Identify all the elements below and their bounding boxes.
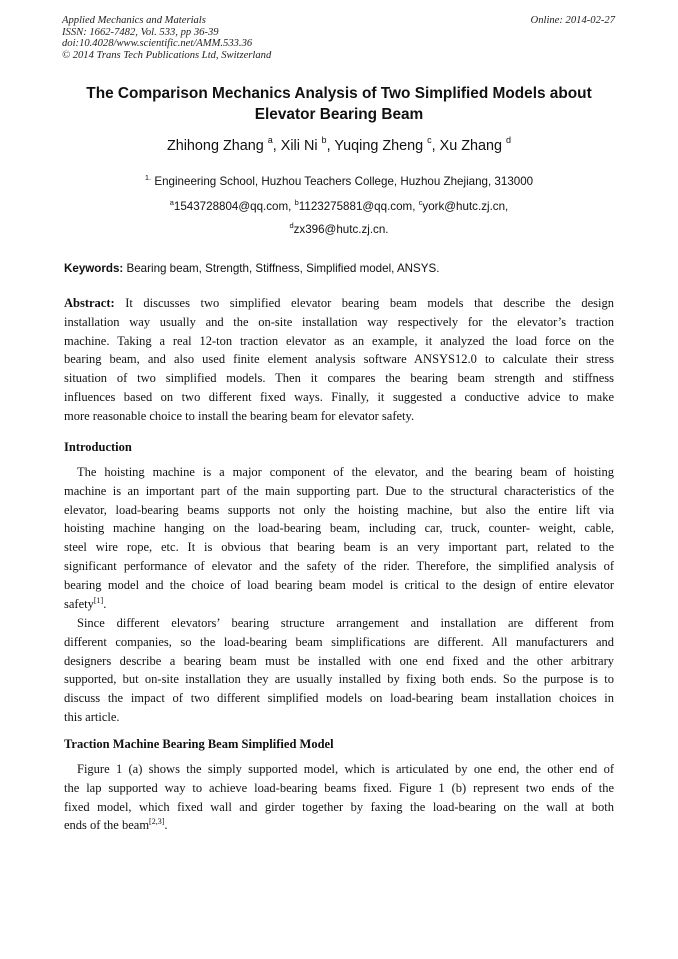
intro-line: this article.: [64, 709, 120, 724]
intro-line: The hoisting machine is a major component of the elevator, and the bearing beam of hoisting: [77, 465, 614, 479]
citation-ref: [1]: [93, 595, 104, 605]
traction-heading: Traction Machine Bearing Beam Simplified Model: [64, 737, 334, 751]
intro-line: significant performance of elevator and the safety of the rider. Therefore, the simplified analysis of: [64, 558, 614, 573]
introduction-paragraph-2: [64, 614, 614, 727]
keywords-text: Bearing beam, Strength, Stiffness, Simplified model, ANSYS.: [123, 262, 440, 275]
abstract-line: more reasonable choice to install the bearing beam for elevator safety.: [64, 408, 415, 423]
journal-doi: doi:10.4028/www.scientific.net/AMM.533.36: [62, 38, 253, 50]
abstract-line: influences based on two different fixed ways. Finally, it suggested a conductive advice to make: [64, 389, 614, 404]
author-name: Zhihong Zhang: [166, 138, 264, 154]
email-a: 1543728804@qq.com,: [173, 200, 295, 213]
email-line-2: [62, 223, 616, 236]
title-line-2: Elevator Bearing Beam: [254, 106, 424, 123]
email-sup: c: [418, 198, 423, 207]
journal-name: Applied Mechanics and Materials: [62, 15, 206, 26]
introduction-heading: Introduction: [64, 440, 132, 454]
author-name: Xu Zhang: [439, 138, 503, 154]
abstract-label: Abstract:: [64, 296, 115, 310]
intro-period: .: [103, 596, 107, 611]
author-name: Yuqing Zheng: [334, 138, 424, 154]
abstract-line: situation of two simplified models. Then it compares the bearing beam strength and stiffness: [64, 371, 614, 386]
intro-line: discuss the impact of two different simplified models on load-bearing beam installation choices in: [64, 691, 614, 706]
journal-issn: ISSN: 1662-7482, Vol. 533, pp 36-39: [62, 26, 219, 38]
author-sup: c: [427, 135, 432, 145]
introduction-paragraph-1: [64, 463, 614, 613]
intro-line: supported, but on-site installation they are usually installed by fixing both ends. So the purpose is to: [64, 672, 614, 687]
traction-line: fixed model, which fixed wall and girder together by faxing the load-bearing on the wall at both: [64, 799, 614, 814]
email-sup: d: [289, 221, 294, 230]
abstract-text: It discusses two simplified elevator bearing beam models that describe the design: [114, 296, 614, 310]
email-d: zx396@hutc.zj.cn.: [293, 223, 389, 236]
keywords-label: Keywords:: [64, 262, 124, 275]
intro-line: elevator, load-bearing beams supports not only the hoisting machine, but also the entire lift via: [64, 502, 614, 517]
intro-last-text: safety: [64, 596, 94, 611]
traction-last-text: ends of the beam: [64, 818, 150, 833]
abstract-line: machine. Taking a real 12-ton traction elevator as an example, it analyzed the load force on the: [64, 333, 614, 348]
online-date: Online: 2014-02-27: [530, 15, 615, 26]
intro-line: Since different elevators’ bearing structure arrangement and installation are different from: [77, 616, 614, 630]
author-sup: b: [321, 135, 327, 145]
intro-line: machine is an important part of the main supporting part. Due to the structural characteristics of the: [64, 483, 614, 498]
intro-line: steel wire rope, etc. It is obvious that bearing beam is an very important part, related to the: [64, 540, 614, 555]
email-sup: b: [294, 198, 299, 207]
intro-line: bearing model and the choice of load bearing beam model is critical to the design of entire elevator: [64, 577, 614, 592]
author-list: [62, 135, 616, 154]
intro-line: hoisting machine hanging on the load-bearing beam, including car, truck, counter- weight, cable,: [64, 521, 614, 536]
traction-paragraph: [64, 760, 614, 835]
traction-line: the lap supported way to achieve load-bearing beams fixed. Figure 1 (b) represent two ends of the: [64, 780, 614, 795]
intro-line: [64, 595, 614, 614]
abstract-line: bearing beam, and also used finite element analysis software ANSYS12.0 to calculate their stress: [64, 352, 614, 367]
email-line-1: [62, 200, 616, 213]
abstract-line: installation way usually and the on-site installation way respectively for the elevator’s traction: [64, 314, 614, 329]
abstract-line: [64, 294, 614, 313]
traction-line: Figure 1 (a) shows the simply supported model, which is articulated by one end, the other end of: [77, 762, 614, 776]
author-name: Xili Ni: [280, 138, 318, 154]
traction-period: .: [164, 818, 168, 833]
email-sup: a: [169, 198, 174, 207]
journal-copyright: © 2014 Trans Tech Publications Ltd, Switzerland: [62, 49, 272, 61]
email-b: 1123275881@qq.com,: [298, 200, 419, 213]
affiliation-text: Engineering School, Huzhou Teachers College, Huzhou Zhejiang, 313000: [151, 175, 534, 188]
author-sep: ,: [272, 138, 281, 154]
author-sep: ,: [326, 138, 335, 154]
email-c: york@hutc.zj.cn,: [422, 200, 509, 213]
intro-line: designers describe a bearing beam must be installed with one end fixed and the other arbitrary: [64, 653, 614, 668]
abstract-paragraph: [64, 294, 614, 426]
citation-ref: [2,3]: [149, 817, 165, 827]
author-sup: d: [506, 135, 512, 145]
author-sup: a: [267, 135, 273, 145]
title-line-1: The Comparison Mechanics Analysis of Two Simplified Models about: [86, 85, 592, 102]
author-sep: ,: [431, 138, 440, 154]
paper-title: [62, 83, 616, 125]
keywords: [64, 262, 439, 275]
affiliation: [62, 175, 616, 188]
affiliation-sup: 1.: [144, 173, 152, 182]
traction-line: [64, 816, 614, 835]
intro-line: different companies, so the load-bearing beam simplifications are different. All manufacturers and: [64, 634, 614, 649]
journal-header: [62, 15, 271, 61]
